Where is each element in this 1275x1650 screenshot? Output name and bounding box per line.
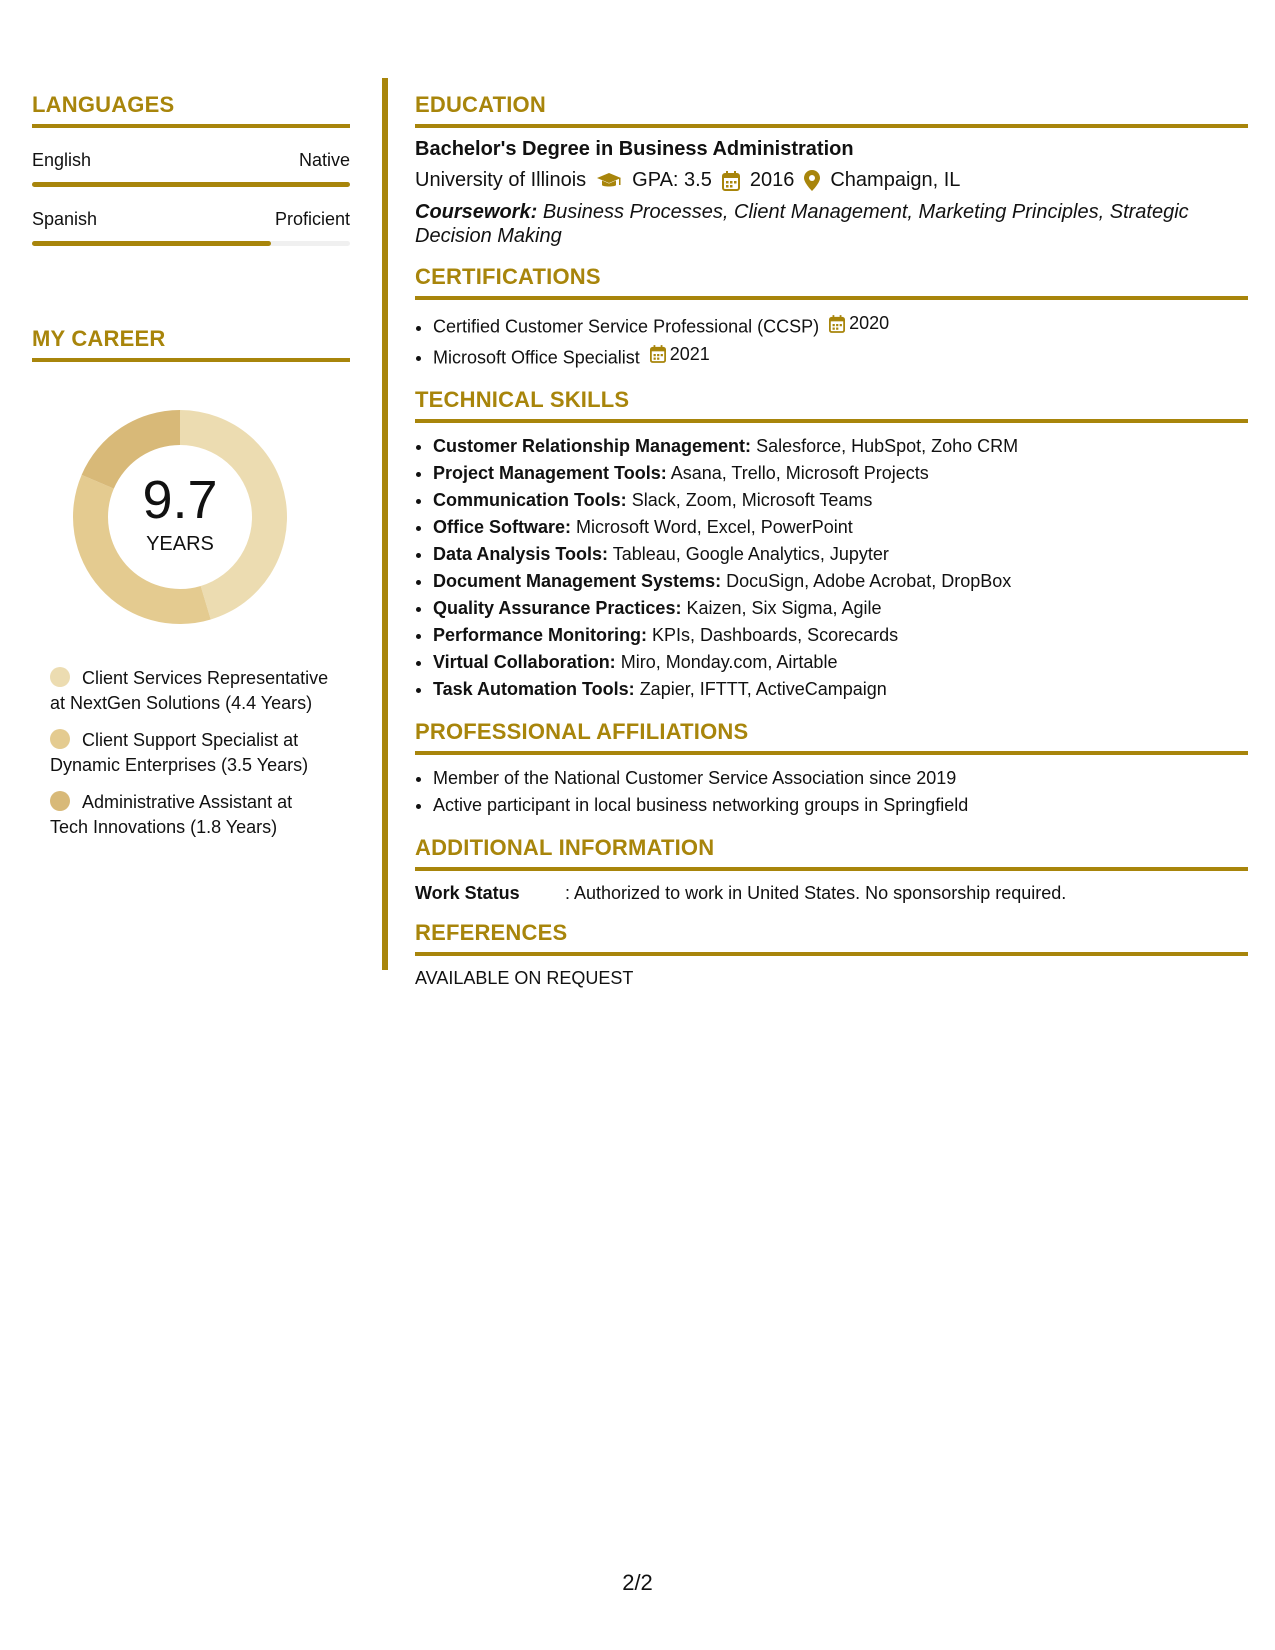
references-text: AVAILABLE ON REQUEST xyxy=(415,968,634,988)
career-legend-item xyxy=(50,666,330,716)
skill-values: Kaizen, Six Sigma, Agile xyxy=(686,598,882,618)
career-donut-chart xyxy=(65,402,295,632)
certification-name: Microsoft Office Specialist xyxy=(433,347,640,367)
skill-category: Project Management Tools: xyxy=(433,463,667,483)
career-legend-item xyxy=(50,790,330,840)
languages-title: LANGUAGES xyxy=(32,92,350,128)
language-level-bar xyxy=(32,241,350,246)
legend-dot-icon xyxy=(50,729,70,749)
skills-list xyxy=(415,433,1248,703)
list-item xyxy=(433,622,1248,649)
calendar-icon xyxy=(722,171,740,191)
column-divider xyxy=(382,78,388,970)
skill-category: Task Automation Tools: xyxy=(433,679,635,699)
location-pin-icon xyxy=(804,170,820,191)
references-title: REFERENCES xyxy=(415,920,1248,956)
additional-info-title: ADDITIONAL INFORMATION xyxy=(415,835,1248,871)
education-section xyxy=(415,92,1248,248)
skill-values: KPIs, Dashboards, Scorecards xyxy=(652,625,899,645)
calendar-icon xyxy=(650,345,666,363)
school-name: University of Illinois xyxy=(415,169,587,191)
graduation-year: 2016 xyxy=(749,169,795,191)
skill-category: Office Software: xyxy=(433,517,572,537)
list-item xyxy=(433,487,1248,514)
certification-year: 2020 xyxy=(849,313,890,333)
certifications-list xyxy=(415,310,1248,371)
additional-info-section xyxy=(415,835,1248,904)
language-name: Spanish xyxy=(32,209,98,229)
skill-category: Virtual Collaboration: xyxy=(433,652,616,672)
work-status-label: Work Status xyxy=(415,883,520,903)
work-status-value: : Authorized to work in United States. No sponsorship required. xyxy=(565,883,1067,903)
skill-category: Document Management Systems: xyxy=(433,571,722,591)
technical-skills-section xyxy=(415,387,1248,703)
work-status-row xyxy=(415,883,1248,904)
list-item xyxy=(433,541,1248,568)
calendar-icon xyxy=(829,315,845,333)
references-section xyxy=(415,920,1248,989)
list-item: • Member of the National Customer Service Association since 2019 xyxy=(433,765,1248,792)
career-title: MY CAREER xyxy=(32,326,350,362)
skill-values: Microsoft Word, Excel, PowerPoint xyxy=(576,517,853,537)
right-column xyxy=(415,92,1248,1005)
skill-values: Zapier, IFTTT, ActiveCampaign xyxy=(639,679,887,699)
affiliations-title: PROFESSIONAL AFFILIATIONS xyxy=(415,719,1248,755)
affiliations-section xyxy=(415,719,1248,819)
education-details xyxy=(415,169,1248,192)
list-item xyxy=(433,649,1248,676)
career-legend xyxy=(50,666,330,840)
certification-name: Certified Customer Service Professional (CCSP) xyxy=(433,316,820,337)
language-item xyxy=(32,209,350,246)
list-item xyxy=(433,595,1248,622)
skill-values: DocuSign, Adobe Acrobat, DropBox xyxy=(726,571,1012,591)
list-item xyxy=(433,433,1248,460)
career-role: Client Support Specialist at Dynamic Enterprises (3.5 Years) xyxy=(50,730,309,775)
technical-skills-title: TECHNICAL SKILLS xyxy=(415,387,1248,423)
list-item xyxy=(433,310,1248,341)
list-item: • Active participant in local business networking groups in Springfield xyxy=(433,792,1248,819)
skill-category: Performance Monitoring: xyxy=(433,625,648,645)
affiliations-list xyxy=(415,765,1248,819)
language-name: English xyxy=(32,150,92,170)
list-item xyxy=(433,514,1248,541)
language-level: Native xyxy=(298,150,350,170)
career-total-unit: YEARS xyxy=(146,532,214,555)
education-title: EDUCATION xyxy=(415,92,1248,128)
skill-values: Asana, Trello, Microsoft Projects xyxy=(670,463,929,483)
certifications-section xyxy=(415,264,1248,371)
skill-values: Salesforce, HubSpot, Zoho CRM xyxy=(756,436,1019,456)
skill-values: Miro, Monday.com, Airtable xyxy=(620,652,838,672)
skill-values: Tableau, Google Analytics, Jupyter xyxy=(612,544,889,564)
list-item xyxy=(433,676,1248,703)
list-item xyxy=(433,568,1248,595)
legend-dot-icon xyxy=(50,667,70,687)
certifications-title: CERTIFICATIONS xyxy=(415,264,1248,300)
school-location: Champaign, IL xyxy=(830,169,961,191)
graduation-cap-icon xyxy=(596,172,622,190)
list-item xyxy=(433,460,1248,487)
language-level: Proficient xyxy=(274,209,350,229)
language-item xyxy=(32,150,350,187)
language-level-fill xyxy=(32,182,350,187)
page-number: 2/2 xyxy=(622,1570,653,1595)
gpa: GPA: 3.5 xyxy=(632,169,712,191)
language-level-fill xyxy=(32,241,271,246)
coursework-label: Coursework: xyxy=(415,201,538,223)
career-total-years: 9.7 xyxy=(142,469,218,530)
career-role: Client Services Representative at NextGen Solutions (4.4 Years) xyxy=(50,668,329,713)
skill-category: Quality Assurance Practices: xyxy=(433,598,682,618)
left-column xyxy=(32,92,350,852)
skill-category: Communication Tools: xyxy=(433,490,627,510)
legend-dot-icon xyxy=(50,791,70,811)
skill-values: Slack, Zoom, Microsoft Teams xyxy=(631,490,873,510)
skill-category: Customer Relationship Management: xyxy=(433,436,752,456)
skill-category: Data Analysis Tools: xyxy=(433,544,609,564)
career-legend-item xyxy=(50,728,330,778)
certification-year: 2021 xyxy=(669,343,710,364)
coursework-list: Business Processes, Client Management, Marketing Principles, Strategic Decision Making xyxy=(415,201,1189,247)
degree-title: Bachelor's Degree in Business Administration xyxy=(415,138,854,160)
list-item xyxy=(433,341,1248,372)
language-level-bar xyxy=(32,182,350,187)
coursework xyxy=(415,200,1248,248)
career-role: Administrative Assistant at Tech Innovations (1.8 Years) xyxy=(50,792,293,837)
